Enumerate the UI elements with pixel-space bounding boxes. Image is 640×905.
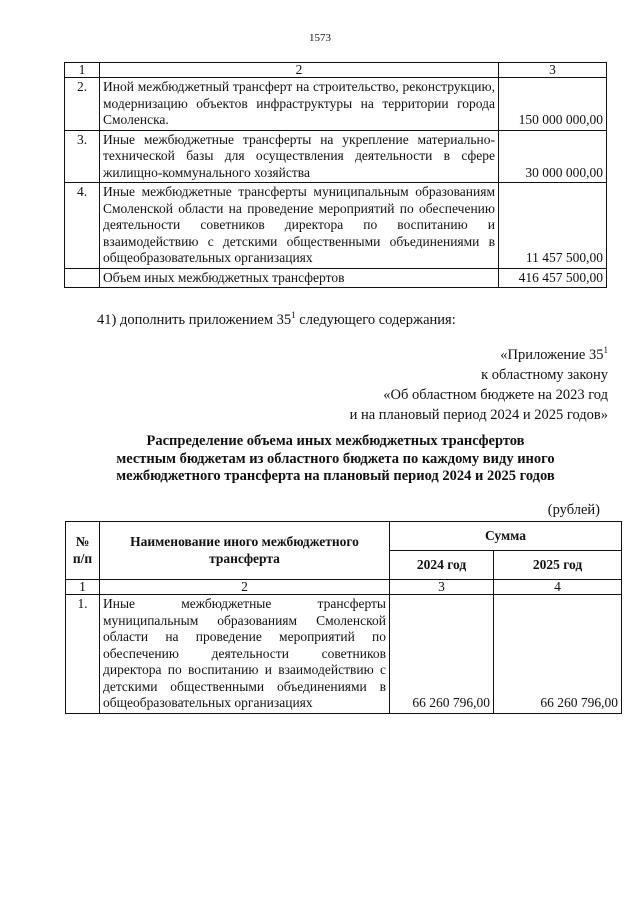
row-name: Иной межбюджетный трансферт на строительство, реконструкцию, модернизацию объектов инфраструктуры на территории города Смоленска. [100,78,499,131]
total-number [65,268,100,288]
distribution-table [65,521,622,714]
header-name: Наименование иного межбюджетного трансферта [100,522,390,580]
table-header-row [65,63,607,78]
unit-label: (рублей) [547,502,600,518]
row-name: Иные межбюджетные трансферты на укрепление материально-технической базы для осуществления деятельности в сфере жилищно-коммунального хозяйства [100,130,499,183]
title-line-2: местным бюджетам из областного бюджета по каждому виду иного [116,450,555,467]
appendix-superscript: 1 [603,345,608,356]
header-year-2024: 2024 год [390,551,494,580]
row-amount: 11 457 500,00 [499,183,607,269]
amendment-tail: следующего содержания: [295,312,456,328]
row-number: 4. [65,183,100,269]
total-row [65,268,607,288]
header-year-2025: 2025 год [494,551,622,580]
row-number: 2. [65,78,100,131]
appendix-line-3: «Об областном бюджете на 2023 год [383,387,608,403]
row-amount: 150 000 000,00 [499,78,607,131]
row-amount-2025: 66 260 796,00 [494,595,622,714]
column-number-2: 2 [100,580,390,595]
appendix-line-4: и на плановый период 2024 и 2025 годов» [349,407,608,423]
row-name: Иные межбюджетные трансферты муниципальным образованиям Смоленской области на проведение мероприятий по обеспечению деятельности советников директора по воспитанию и взаимодействию с детскими общественными объединениями в общеобразовательных организациях [100,595,390,714]
appendix-line-1: «Приложение 35 [500,347,604,363]
column-number-3: 3 [499,63,607,78]
row-number: 1. [66,595,100,714]
header-number: № п/п [66,522,100,580]
total-label: Объем иных межбюджетных трансфертов [100,268,499,288]
page-number: 1573 [309,32,331,44]
total-amount: 416 457 500,00 [499,268,607,288]
transfers-table-continued [64,62,607,288]
table-header-row [66,522,622,551]
amendment-line [97,312,456,329]
column-number-4: 4 [494,580,622,595]
row-amount: 30 000 000,00 [499,130,607,183]
column-number-3: 3 [390,580,494,595]
row-name: Иные межбюджетные трансферты муниципальным образованиям Смоленской области на проведение мероприятий по обеспечению деятельности советников директора по воспитанию и взаимодействию с детскими общественными объединениями в общеобразовательных организациях [100,183,499,269]
document-title [64,433,607,486]
title-line-1: Распределение объема иных межбюджетных трансфертов [146,433,525,449]
row-number: 3. [65,130,100,183]
column-number-1: 1 [65,63,100,78]
table-row [65,130,607,183]
row-amount-2024: 66 260 796,00 [390,595,494,714]
table-row [65,183,607,269]
column-number-1: 1 [66,580,100,595]
title-line-3: межбюджетного трансферта на плановый период 2024 и 2025 годов [116,468,555,484]
table-row [65,78,607,131]
header-sum: Сумма [390,522,622,551]
table-row [66,595,622,714]
amendment-text: 41) дополнить приложением 35 [97,312,292,328]
column-number-2: 2 [100,63,499,78]
amendment-superscript: 1 [291,310,296,321]
column-numbers-row [66,580,622,595]
appendix-heading [350,345,608,425]
appendix-line-2: к областному закону [481,367,608,383]
